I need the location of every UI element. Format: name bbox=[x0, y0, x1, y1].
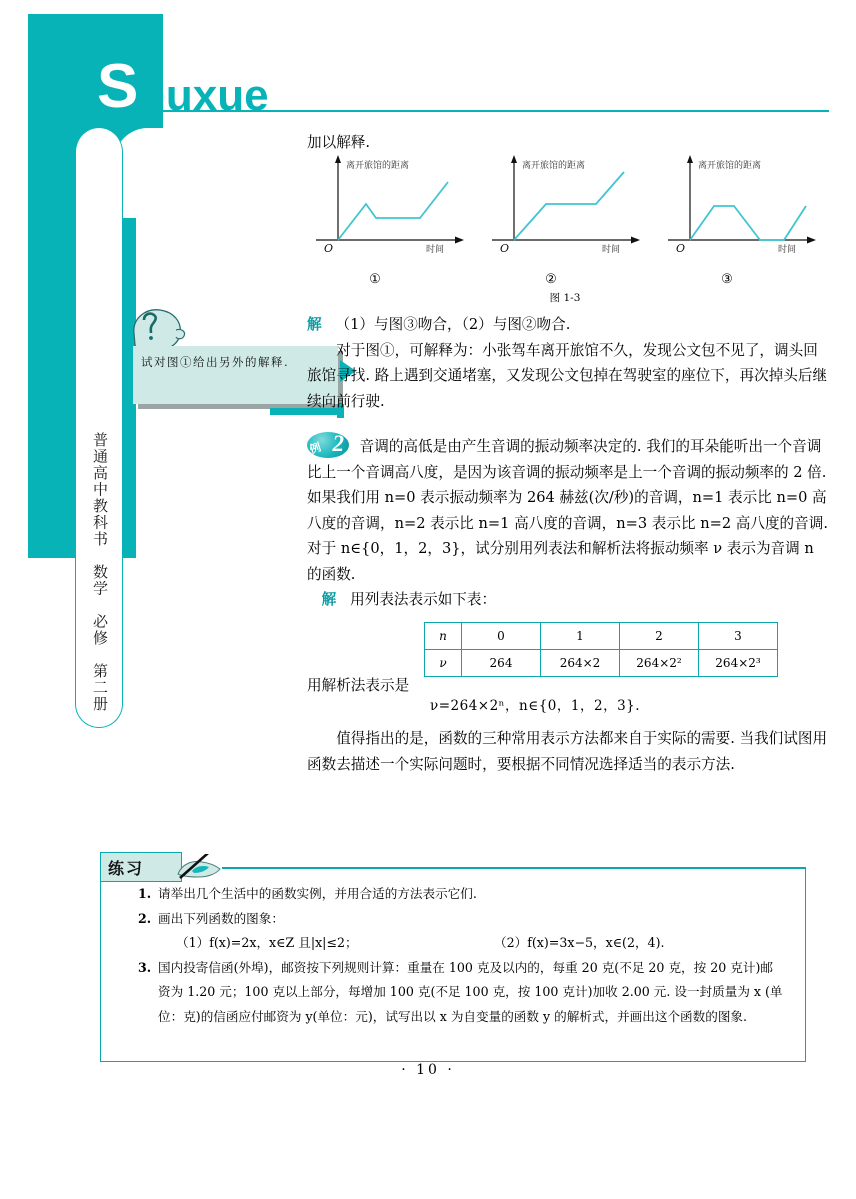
exercises-tab-label: 练习 bbox=[108, 859, 145, 878]
frequency-table bbox=[424, 622, 778, 677]
example-badge-label: 例 bbox=[308, 440, 323, 457]
svg-text:时间: 时间 bbox=[602, 245, 621, 255]
svg-text:O: O bbox=[500, 242, 510, 255]
item-sub-b: （2）f(x)=3x−5，x∈(2，4). bbox=[494, 935, 665, 950]
svg-text:离开旅馆的距离: 离开旅馆的距离 bbox=[698, 161, 762, 171]
note-text: 试对图①给出另外的解释. bbox=[141, 355, 290, 369]
item-number: 1. bbox=[138, 886, 152, 901]
example-badge-number: 2 bbox=[332, 431, 344, 456]
item-text: 画出下列函数的图象： bbox=[158, 910, 284, 926]
figure-group bbox=[300, 152, 830, 262]
item-text: 国内投寄信函(外埠)，邮资按下列规则计算：重量在 100 克及以内的，每重 20 克(不足 20 克，按 20 克计)邮资为 1.20 元；100 克以上部分，每增加 100 克(不足 100 克，按 100 克计)加收 2.00 元. 设一封质量为 x (单位：克)的信函应付邮资为 y(单位：元)，试写出以 x 为自变量的函数 y 的解析式，并画出这个函数的图象. bbox=[158, 959, 783, 1024]
frequency-table-wrap bbox=[424, 622, 778, 677]
cell-n-0: 0 bbox=[462, 623, 541, 650]
figure-number-1: ① bbox=[369, 272, 381, 287]
svg-text:O: O bbox=[324, 242, 334, 255]
cell-n-2: 2 bbox=[620, 623, 699, 650]
cell-n-1: 1 bbox=[541, 623, 620, 650]
item-sub-a: （1）f(x)=2x，x∈Z 且|x|≤2； bbox=[176, 935, 358, 950]
cell-n-3: 3 bbox=[699, 623, 778, 650]
solution-label-2: 解 bbox=[321, 591, 337, 608]
solution-label-1: 解 bbox=[307, 316, 322, 333]
item-subparts bbox=[158, 931, 783, 956]
solution-2-intro: 用列表法表示如下表： bbox=[350, 591, 497, 608]
svg-text:O: O bbox=[676, 242, 686, 255]
item-number: 2. bbox=[138, 910, 152, 926]
cell-v-3: 264×2³ bbox=[699, 650, 778, 677]
figure-1 bbox=[308, 152, 478, 257]
example-2-body: 音调的高低是由产生音调的振动频率决定的. 我们的耳朵能听出一个音调比上一个音调高八度，是因为该音调的振动频率是上一个音调的振动频率的 2 倍. 如果我们用 n=0 表示振动频率为 264 赫兹(次/秒)的音调，n=1 表示比 n=0 高八度的音调，n=2 表示比 n=1 高八度的音调，n=3 表示比 n=2 高八度的音调. 对于 n∈{0，1，2，3}，试分别用列表法和解析法将振动频率 ν 表示为音调 n 的函数. bbox=[307, 438, 828, 583]
spine-text: 普通高中教科书 数学 必修 第二册 bbox=[91, 432, 107, 713]
table-row bbox=[425, 623, 778, 650]
example-badge-icon bbox=[307, 432, 349, 458]
item-number: 3. bbox=[138, 959, 152, 975]
logo-wordmark: huxue bbox=[139, 71, 269, 120]
analytic-intro: 用解析法表示是 bbox=[307, 676, 410, 694]
table-row bbox=[425, 650, 778, 677]
analytic-formula: ν=264×2ⁿ，n∈{0，1，2，3}. bbox=[430, 698, 641, 714]
logo-initial: S bbox=[97, 52, 139, 121]
svg-text:离开旅馆的距离: 离开旅馆的距离 bbox=[522, 161, 586, 171]
exercises-rule bbox=[222, 867, 806, 869]
cell-v-0: 264 bbox=[462, 650, 541, 677]
svg-text:时间: 时间 bbox=[426, 245, 445, 255]
lead-line: 加以解释. bbox=[307, 134, 371, 151]
pen-hand-icon bbox=[176, 854, 226, 880]
list-item bbox=[138, 907, 783, 956]
figure-number-2: ② bbox=[545, 272, 557, 287]
item-text: 请举出几个生活中的函数实例，并用合适的方法表示它们. bbox=[158, 886, 477, 901]
example-2 bbox=[307, 432, 829, 587]
example-2-solution bbox=[307, 587, 829, 613]
cell-v-1: 264×2 bbox=[541, 650, 620, 677]
list-item bbox=[138, 956, 783, 1030]
figure-3 bbox=[660, 152, 830, 257]
figure-2 bbox=[484, 152, 654, 257]
solution-1-text: （1）与图③吻合，（2）与图②吻合. bbox=[335, 316, 571, 333]
svg-text:时间: 时间 bbox=[778, 245, 797, 255]
row-label-n: n bbox=[425, 623, 462, 650]
row-label-v: ν bbox=[425, 650, 462, 677]
figure-number-3: ③ bbox=[721, 272, 733, 287]
cell-v-2: 264×2² bbox=[620, 650, 699, 677]
header-rounded-cutout bbox=[114, 128, 204, 218]
page-number: · 10 · bbox=[401, 1062, 455, 1078]
exercises-list bbox=[138, 882, 783, 1029]
solution-1-line bbox=[307, 312, 829, 338]
list-item bbox=[138, 882, 783, 907]
svg-text:离开旅馆的距离: 离开旅馆的距离 bbox=[346, 161, 410, 171]
closing-paragraph: 值得指出的是，函数的三种常用表示方法都来自于实际的需要. 当我们试图用函数去描述一个实际问题时，要根据不同情况选择适当的表示方法. bbox=[307, 730, 828, 773]
solution-1-body: 对于图①，可解释为：小张驾车离开旅馆不久，发现公文包不见了，调头回旅馆寻找. 路上遇到交通堵塞，又发现公文包掉在驾驶室的座位下，再次掉头后继续向前行驶. bbox=[307, 341, 828, 410]
figure-caption: 图 1-3 bbox=[549, 292, 581, 304]
